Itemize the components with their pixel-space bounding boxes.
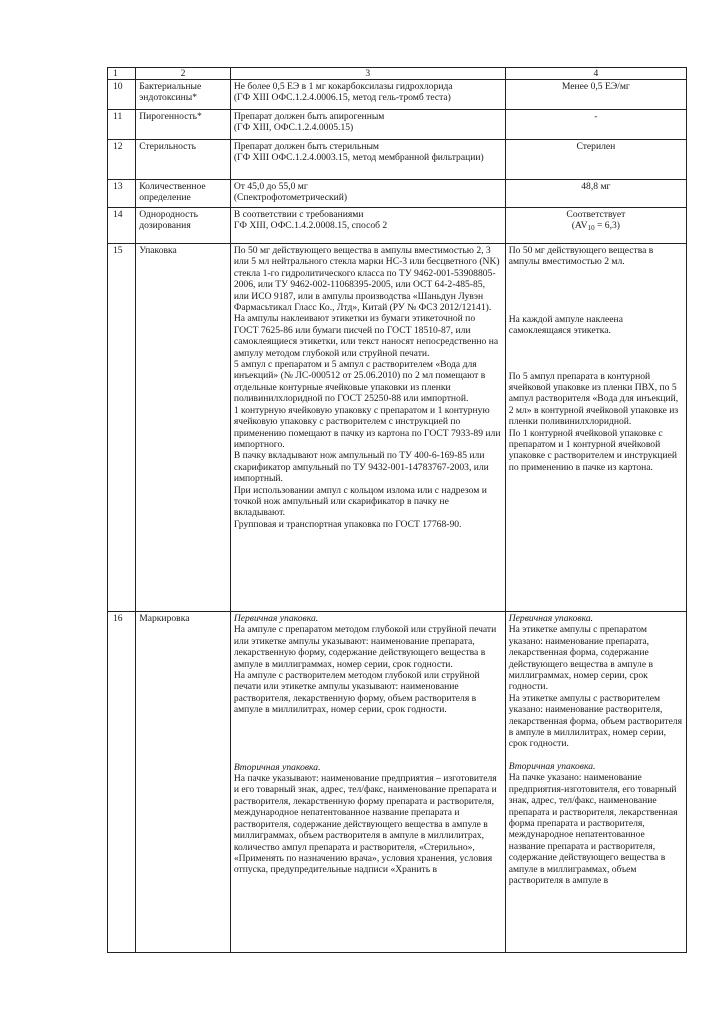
result-cell: - xyxy=(505,110,686,140)
paragraph: По 1 контурной ячейковой упаковке с препаратом и 1 контурной ячейковой упаковке с растворителем и инструкцией по применению в пачке из картона. xyxy=(508,427,677,473)
table-row xyxy=(108,244,687,612)
paragraph: На этикетке ампулы с растворителем указано: наименование растворителя, лекарственная форма, объем растворителя в ампуле в миллилитрах, номер серии, срок годности. xyxy=(508,692,683,750)
result-cell xyxy=(505,208,686,244)
result-cell: 48,8 мг xyxy=(505,180,686,208)
row-number: 14 xyxy=(108,208,136,244)
table-row xyxy=(108,208,687,244)
section-title: Первичная упаковка. xyxy=(233,613,319,624)
requirement-cell xyxy=(230,612,505,953)
section-title: Вторичная упаковка. xyxy=(233,761,321,773)
requirement-line: От 45,0 до 55,0 мг xyxy=(233,181,308,192)
requirement-cell xyxy=(230,140,505,180)
table-row xyxy=(108,110,687,140)
row-number: 16 xyxy=(108,612,136,953)
requirement-line: Не более 0,5 ЕЭ в 1 мг кокарбоксилазы гидрохлорида xyxy=(233,81,453,92)
header-col-4: 4 xyxy=(505,68,686,80)
row-number: 12 xyxy=(108,140,136,180)
acceptance-value: $(AV_{10} = 6,3)$ xyxy=(571,220,620,233)
paragraph: На каждой ампуле наклеена самоклеящаяся этикетка. xyxy=(508,313,623,337)
requirement-line: Препарат должен быть апирогенным xyxy=(233,111,385,122)
requirement-cell xyxy=(230,80,505,110)
parameter-name: Маркировка xyxy=(136,612,231,953)
row-number: 15 xyxy=(108,244,136,612)
requirement-cell xyxy=(230,180,505,208)
header-col-2: 2 xyxy=(136,68,231,80)
requirement-cell xyxy=(230,244,505,612)
parameter-name: Однородность дозирования xyxy=(136,208,231,244)
specification-table-page xyxy=(107,67,687,953)
paragraph: В пачку вкладывают нож ампульный по ТУ 400-6-169-85 или скарификатор ампульный по ТУ 9432-001-14783767-2003, или импортный. xyxy=(233,450,489,485)
requirement-cell xyxy=(230,110,505,140)
paragraph: На пачке указано: наименование предприятия-изготовителя, его товарный знак, адрес, тел/факс, наименование препарата и растворителя, лекарственная форма препарата и растворителя, международное непатентованное название препарата и растворителя, содержание действующего вещества в ампуле в миллиграммах, объем растворителя в ампуле в xyxy=(508,772,678,886)
requirement-cell xyxy=(230,208,505,244)
row-number: 10 xyxy=(108,80,136,110)
requirement-line: (ГФ XIII, ОФС.1.2.4.0005.15) xyxy=(233,122,354,134)
paragraph: На пачке указывают: наименование предприятия – изготовителя и его товарный знак, адрес, тел/факс, наименование препарата и растворителя, лекарственную форму препарата и растворителя, международное непатентованное название препарата и растворителя, содержание действующего вещества в ампуле в миллиграммах, объем растворителя в ампуле в миллилитрах, количество ампул препарата и растворителя, «Стерильно», «Применять по назначению врача», условия хранения, условия отпуска, предупредительные надписи «Хранить в xyxy=(233,773,497,876)
paragraph: По 50 мг действующего вещества в ампулы вместимостью 2, 3 или 5 мл нейтрального стекла марки НС-3 или бесцветного (NK) стекла 1-го гидролитического класса по ТУ 9462-001-53908805-2006, или ТУ 9462-002-11068395-2005, или ОСТ 64-2-485-85, или ИСО 9187, или в ампулы производства «Шаньдун Лувэн Фармасьтикал Гласс Ко., Лтд», Китай (РУ № ФСЗ 2012/12141). xyxy=(233,245,500,314)
result-cell xyxy=(505,612,686,953)
parameter-name: Стерильность xyxy=(136,140,231,180)
parameter-name: Пирогенность* xyxy=(136,110,231,140)
table-row xyxy=(108,140,687,180)
header-col-1: 1 xyxy=(108,68,136,80)
paragraph: На ампуле с препаратом методом глубокой или струйной печати или этикетке ампулы указывают: наименование препарата, лекарственную форму, содержание действующего вещества в ампуле в миллиграммах, номер серии, срок годности. xyxy=(233,624,497,670)
paragraph: Групповая и транспортная упаковка по ГОСТ 17768-90. xyxy=(233,518,462,530)
paragraph: На ампуле с растворителем методом глубокой или струйной печати или этикетке ампулы указывают: наименование растворителя, лекарственную форму, объем растворителя в ампуле в миллилитрах, номер серии, срок годности. xyxy=(233,670,480,716)
requirement-line: Препарат должен быть стерильным xyxy=(233,141,379,152)
table-row xyxy=(108,80,687,110)
header-col-3: 3 xyxy=(230,68,505,80)
paragraph: По 50 мг действующего вещества в ампулы вместимостью 2 мл. xyxy=(508,245,654,268)
table-row xyxy=(108,180,687,208)
requirement-line: (ГФ XIII ОФС.1.2.4.0006.15, метод гель-тромб теста) xyxy=(233,92,451,104)
parameter-name: Бактериальные эндотоксины* xyxy=(136,80,231,110)
requirement-line: ГФ XIII, ОФС.1.4.2.0008.15, способ 2 xyxy=(233,220,388,232)
section-title: Вторичная упаковка. xyxy=(508,760,596,772)
result-cell xyxy=(505,244,686,612)
requirement-line: (ГФ XIII ОФС.1.2.4.0003.15, метод мембранной фильтрации) xyxy=(233,152,484,164)
specification-table xyxy=(107,67,687,953)
paragraph: При использовании ампул с кольцом излома или с надрезом и точкой нож ампульный или скарификатор в пачку не вкладывают. xyxy=(233,484,487,519)
paragraph: 5 ампул с препаратом и 5 ампул с растворителем «Вода для инъекций» (№ ЛС-000512 от 25.06.2010) по 2 мл помещают в отдельные контурные ячейковые упаковки из пленки поливинилхлоридной по ГОСТ 25250-88 или импортной. xyxy=(233,359,486,405)
table-row xyxy=(108,612,687,953)
result-cell: Стерилен xyxy=(505,140,686,180)
section-title: Первичная упаковка. xyxy=(508,613,594,624)
paragraph: 1 контурную ячейковую упаковку с препаратом и 1 контурную ячейковую упаковку с растворителем с инструкцией по применению помещают в пачку из картона по ГОСТ 7933-89 или импортного. xyxy=(233,404,501,450)
result-line: Соответствует xyxy=(566,209,626,220)
requirement-line: В соответствии с требованиями xyxy=(233,209,364,220)
paragraph: На этикетке ампулы с препаратом указано: наименование препарата, лекарственная форма, содержание действующего вещества в ампуле в миллиграммах, номер серии, срок годности. xyxy=(508,624,654,693)
parameter-name: Упаковка xyxy=(136,244,231,612)
row-number: 11 xyxy=(108,110,136,140)
paragraph: На ампулы наклеивают этикетки из бумаги этикеточной по ГОСТ 7625-86 или бумаги писчей по ГОСТ 18510-87, или самоклеящиеся этикетки, или текст наносят непосредственно на ампулу методом глубокой или струйной печати. xyxy=(233,313,499,359)
paragraph: По 5 ампул препарата в контурной ячейковой упаковке из пленки ПВХ, по 5 ампул растворителя «Вода для инъекций, 2 мл» в контурной ячейковой упаковке из пленки поливинилхлоридной. xyxy=(508,370,679,428)
requirement-line: (Спектрофотометрический) xyxy=(233,192,348,204)
result-cell: Менее 0,5 ЕЭ/мг xyxy=(505,80,686,110)
row-number: 13 xyxy=(108,180,136,208)
parameter-name: Количественное определение xyxy=(136,180,231,208)
table-header-row xyxy=(108,68,687,80)
